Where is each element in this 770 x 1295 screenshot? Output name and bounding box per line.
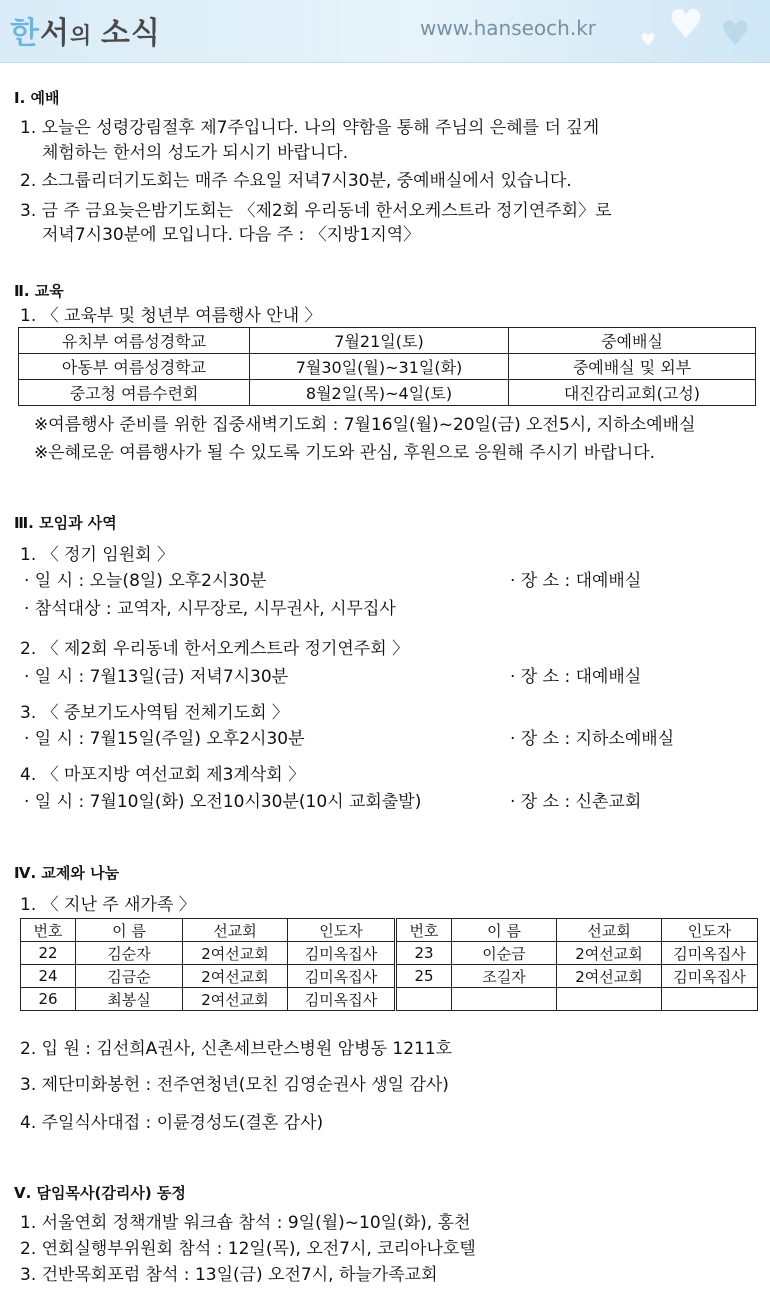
meeting-3-title: 3. 〈 중보기도사역팀 전체기도회 〉 [20,703,289,723]
summer-events-table [18,327,756,406]
table-cell: 2여선교회 [183,965,288,988]
table-cell: 김미옥집사 [662,942,758,965]
title-sosik: 소식 [100,16,161,51]
title-seo: 서 [39,16,70,51]
table-cell: 김미옥집사 [288,988,396,1011]
section-heading-meetings: Ⅲ. 모임과 사역 [14,514,117,532]
section-heading-worship: Ⅰ. 예배 [14,89,60,107]
meeting-2-title: 2. 〈 제2회 우리동네 한서오케스트라 정기연주회 〉 [20,639,410,659]
table-cell: 김순자 [76,942,183,965]
col-header: 이 름 [452,919,557,942]
table-cell: 이순금 [452,942,557,965]
table-row [19,380,756,406]
worship-item-2: 2. 소그룹리더기도회는 매주 수요일 저녁7시30분, 중예배실에서 있습니다. [20,171,572,191]
heart-icon: ♥ [640,30,657,51]
col-header: 이 름 [76,919,183,942]
table-row [19,354,756,380]
table-row [21,988,758,1011]
col-header: 번호 [21,919,76,942]
title-ui: 의 [69,24,101,49]
table-cell: 8월2일(목)~4일(토) [250,380,509,406]
col-header: 선교회 [557,919,662,942]
worship-item-3: 3. 금 주 금요늦은밤기도회는 〈제2회 우리동네 한서오케스트라 정기연주회〉로 [20,201,612,221]
table-cell: 23 [396,942,452,965]
table-cell: 2여선교회 [183,988,288,1011]
meeting-4-time: · 일 시 : 7월10일(화) 오전10시30분(10시 교회출발) [24,792,422,812]
table-cell [662,988,758,1011]
title-han: 한 [10,16,40,51]
meeting-4-place: · 장 소 : 신촌교회 [510,792,642,812]
meeting-3-time: · 일 시 : 7월15일(주일) 오후2시30분 [24,729,305,749]
col-header: 번호 [396,919,452,942]
table-cell: 중예배실 및 외부 [509,354,756,380]
table-cell [452,988,557,1011]
education-item-1: 1. 〈 교육부 및 청년부 여름행사 안내 〉 [20,306,322,326]
meeting-2-place: · 장 소 : 대예배실 [510,667,642,687]
table-cell: 최봉실 [76,988,183,1011]
section-heading-fellowship: Ⅳ. 교제와 나눔 [14,864,120,882]
col-header: 선교회 [183,919,288,942]
table-cell [396,988,452,1011]
meeting-3-place: · 장 소 : 지하소예배실 [510,729,675,749]
fellowship-item-2: 2. 입 원 : 김선희A권사, 신촌세브란스병원 암병동 1211호 [20,1039,453,1059]
section-heading-pastor: Ⅴ. 담임목사(감리사) 동정 [14,1184,186,1202]
table-cell: 조길자 [452,965,557,988]
fellowship-item-4: 4. 주일식사대접 : 이륜경성도(결혼 감사) [20,1113,324,1133]
table-cell: 24 [21,965,76,988]
table-cell: 2여선교회 [557,942,662,965]
table-cell: 중예배실 [509,328,756,354]
meeting-4-title: 4. 〈 마포지방 여선교회 제3계삭회 〉 [20,765,306,785]
table-cell: 7월21일(토) [250,328,509,354]
table-cell: 25 [396,965,452,988]
table-cell: 김미옥집사 [662,965,758,988]
education-note-1: ※여름행사 준비를 위한 집중새벽기도회 : 7월16일(월)~20일(금) 오전5시, 지하소예배실 [34,415,696,435]
newsletter-title [10,8,161,52]
pastor-item-1: 1. 서울연회 정책개발 워크숍 참석 : 9일(월)~10일(화), 홍천 [20,1213,471,1233]
meeting-2-time: · 일 시 : 7월13일(금) 저녁7시30분 [24,667,289,687]
pastor-item-3: 3. 건반목회포럼 참석 : 13일(금) 오전7시, 하늘가족교회 [20,1265,438,1285]
col-header: 인도자 [288,919,396,942]
table-cell: 2여선교회 [183,942,288,965]
fellowship-item-3: 3. 제단미화봉헌 : 전주연청년(모친 김영순권사 생일 감사) [20,1075,449,1095]
meeting-1-time: · 일 시 : 오늘(8일) 오후2시30분 [24,571,267,591]
table-cell [557,988,662,1011]
table-cell: 김미옥집사 [288,942,396,965]
website-url[interactable]: www.hanseoch.kr [420,16,596,40]
education-note-2: ※은혜로운 여름행사가 될 수 있도록 기도와 관심, 후원으로 응원해 주시기 바랍니다. [34,443,656,463]
worship-item-1-cont: 체험하는 한서의 성도가 되시기 바랍니다. [42,143,349,163]
table-cell: 중고청 여름수련회 [19,380,250,406]
heart-icon: ♥ [668,2,704,48]
table-cell: 유치부 여름성경학교 [19,328,250,354]
table-cell: 김미옥집사 [288,965,396,988]
meeting-1-attendees: · 참석대상 : 교역자, 시무장로, 시무권사, 시무집사 [24,599,396,619]
col-header: 인도자 [662,919,758,942]
heart-icon: ♥ [720,14,751,54]
table-cell: 김금순 [76,965,183,988]
fellowship-item-1: 1. 〈 지난 주 새가족 〉 [20,895,196,915]
table-row [19,328,756,354]
table-cell: 22 [21,942,76,965]
table-cell: 26 [21,988,76,1011]
table-header-row [21,919,758,942]
table-cell: 대진감리교회(고성) [509,380,756,406]
worship-item-3-cont: 저녁7시30분에 모입니다. 다음 주 : 〈지방1지역〉 [42,225,421,245]
pastor-item-2: 2. 연회실행부위원회 참석 : 12일(목), 오전7시, 코리아나호텔 [20,1239,476,1259]
table-cell: 2여선교회 [557,965,662,988]
meeting-1-title: 1. 〈 정기 임원회 〉 [20,545,174,565]
meeting-1-place: · 장 소 : 대예배실 [510,571,642,591]
table-row [21,965,758,988]
table-cell: 7월30일(월)~31일(화) [250,354,509,380]
section-heading-education: Ⅱ. 교육 [14,282,64,300]
table-cell: 아동부 여름성경학교 [19,354,250,380]
page-header [0,0,770,63]
new-members-table [20,918,758,1011]
worship-item-1: 1. 오늘은 성령강림절후 제7주입니다. 나의 약함을 통해 주님의 은혜를 더 깊게 [20,118,600,138]
table-row [21,942,758,965]
